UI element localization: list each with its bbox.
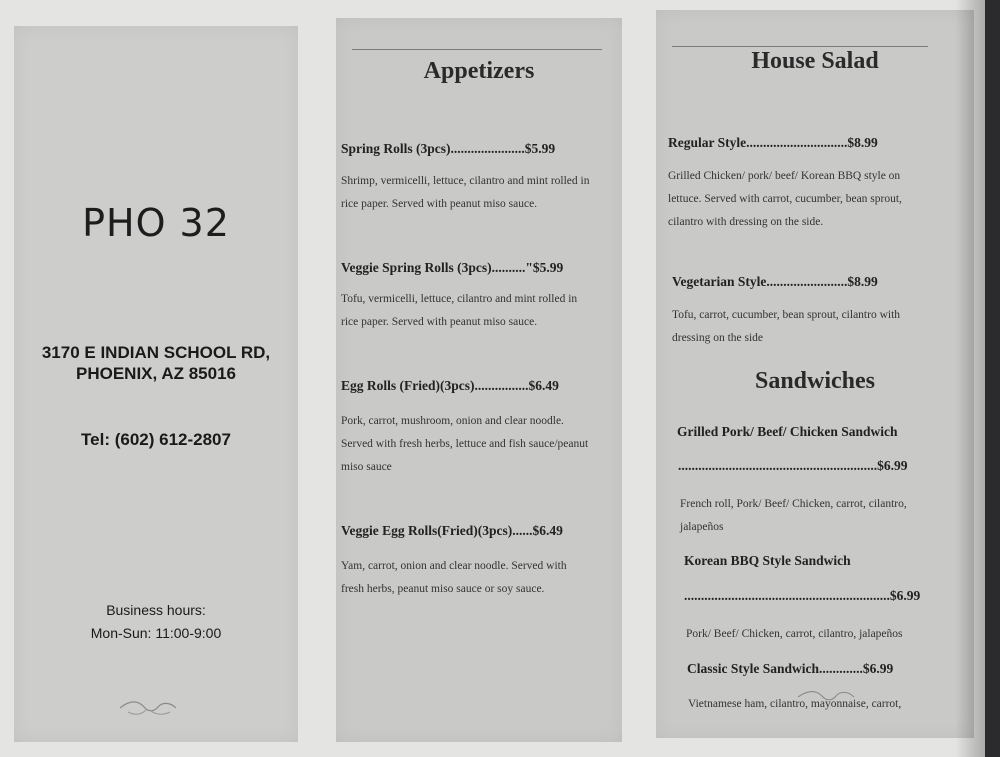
menu-item-veggie-egg-rolls: Veggie Egg Rolls(Fried)(3pcs)......$6.49 — [341, 523, 563, 538]
desc-line: Pork/ Beef/ Chicken, carrot, cilantro, jalapeños — [686, 628, 903, 640]
salad-sandwich-panel — [656, 10, 974, 738]
desc-line: rice paper. Served with peanut miso sauce. — [341, 198, 538, 210]
menu-item-veggie-spring-rolls: Veggie Spring Rolls (3pcs).........."$5.99 — [341, 260, 564, 275]
desc-line: Served with fresh herbs, lettuce and fish sauce/peanut — [341, 438, 589, 450]
desc-line: Tofu, carrot, cucumber, bean sprout, cilantro with — [672, 309, 901, 321]
menu-item-grilled-sandwich: Grilled Pork/ Beef/ Chicken Sandwich — [677, 424, 898, 439]
info-panel — [14, 26, 298, 742]
desc-line: Vietnamese ham, cilantro, mayonnaise, carrot, — [688, 698, 902, 710]
menu-item-description — [668, 165, 902, 234]
appetizers-panel — [336, 18, 622, 742]
menu-item-description — [688, 693, 901, 716]
menu-item-korean-bbq-sandwich: Korean BBQ Style Sandwich — [684, 553, 851, 568]
menu-item-description — [341, 555, 567, 601]
menu-item-description — [680, 493, 907, 539]
menu-item-spring-rolls: Spring Rolls (3pcs)......................$5.99 — [341, 141, 556, 156]
menu-item-description — [686, 623, 903, 646]
restaurant-address — [14, 342, 298, 384]
desc-line: Shrimp, vermicelli, lettuce, cilantro and mint rolled in — [341, 175, 590, 187]
address-line-1: 3170 E INDIAN SCHOOL RD, — [41, 343, 271, 362]
restaurant-phone: Tel: (602) 612-2807 — [81, 430, 231, 449]
house-salad-heading: House Salad — [751, 48, 879, 74]
hours-value: Mon-Sun: 11:00-9:00 — [90, 625, 222, 641]
appetizers-heading: Appetizers — [423, 58, 535, 84]
desc-line: miso sauce — [341, 461, 392, 473]
business-hours — [14, 599, 298, 645]
paper-edge-shadow — [955, 0, 985, 757]
desc-line: French roll, Pork/ Beef/ Chicken, carrot, cilantro, — [680, 498, 907, 510]
top-divider — [672, 46, 928, 47]
menu-item-price-line: .............................................................$6.99 — [684, 588, 921, 603]
sandwiches-heading: Sandwiches — [754, 368, 876, 394]
address-line-2: PHOENIX, AZ 85016 — [76, 364, 236, 383]
desc-line: fresh herbs, peanut miso sauce or soy sauce. — [341, 583, 545, 595]
desc-line: cilantro with dressing on the side. — [668, 216, 824, 228]
menu-item-classic-sandwich: Classic Style Sandwich.............$6.99 — [687, 661, 894, 676]
menu-item-regular-salad: Regular Style..............................$8.99 — [668, 135, 878, 150]
restaurant-name: PHO 32 — [82, 201, 230, 245]
ornament-swirl-icon — [118, 698, 178, 718]
menu-item-egg-rolls: Egg Rolls (Fried)(3pcs)................$6.49 — [341, 378, 559, 393]
menu-item-vegetarian-salad: Vegetarian Style........................$8.99 — [672, 274, 878, 289]
menu-item-description — [341, 170, 589, 216]
menu-item-description — [341, 288, 577, 334]
desc-line: rice paper. Served with peanut miso sauce. — [341, 316, 538, 328]
desc-line: Pork, carrot, mushroom, onion and clear noodle. — [341, 415, 564, 427]
desc-line: Tofu, vermicelli, lettuce, cilantro and mint rolled in — [341, 293, 578, 305]
menu-item-price-line: ...........................................................$6.99 — [678, 458, 908, 473]
menu-item-description — [672, 304, 900, 350]
top-divider — [352, 49, 602, 50]
desc-line: jalapeños — [680, 521, 724, 533]
desc-line: Grilled Chicken/ pork/ beef/ Korean BBQ style on — [668, 170, 901, 182]
ornament-swirl-icon — [796, 688, 856, 706]
menu-item-description — [341, 410, 588, 479]
desc-line: dressing on the side — [672, 332, 764, 344]
hours-label: Business hours: — [106, 602, 206, 618]
desc-line: lettuce. Served with carrot, cucumber, bean sprout, — [668, 193, 902, 205]
desc-line: Yam, carrot, onion and clear noodle. Served with — [341, 560, 567, 572]
